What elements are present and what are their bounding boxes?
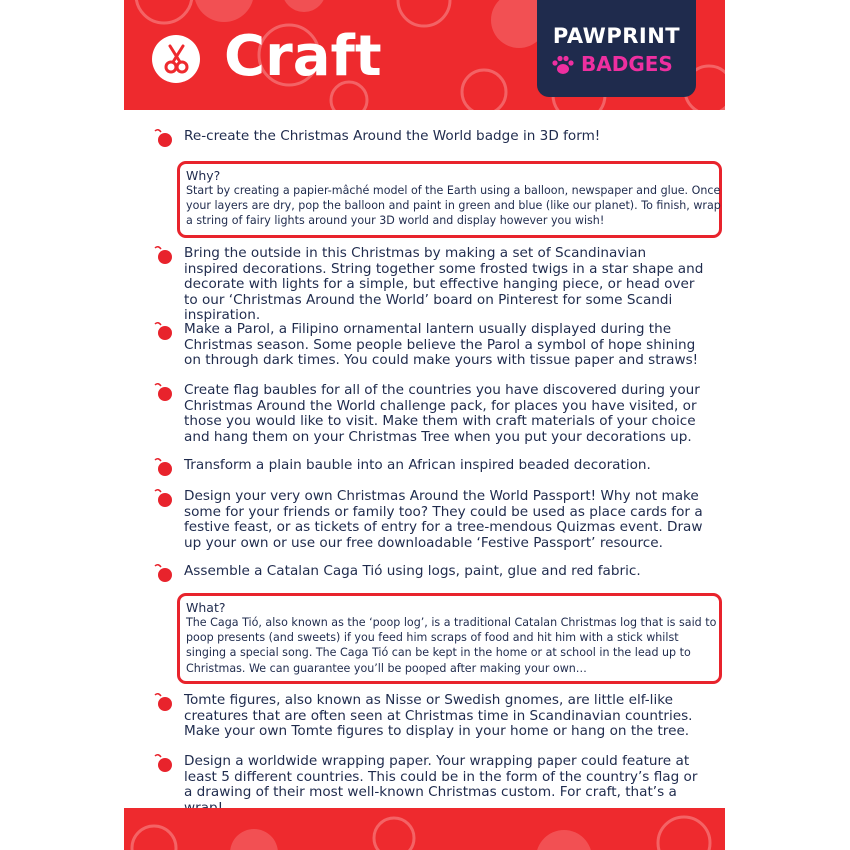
- bauble-icon: [152, 321, 174, 341]
- logo-badge: [152, 35, 200, 83]
- what-body: The Caga Tió, also known as the ‘poop log’, is a traditional Catalan Christmas log that is said to poop presents (and sweets) if you feed him scraps of food and hit him with a stick whilst singing a special song. The Caga Tió can be kept in the home or at school in the lead up to Christmas. We can guarantee you’ll be pooped after making your own…: [186, 616, 717, 675]
- why-title: Why?: [186, 168, 221, 183]
- footer-banner: [124, 808, 725, 850]
- bauble-icon: [152, 245, 174, 265]
- what-box: [177, 593, 722, 684]
- item-text: Transform a plain bauble into an African inspired beaded decoration.: [184, 457, 651, 473]
- bauble-pattern: [124, 808, 725, 850]
- item-text: Design your very own Christmas Around the World Passport! Why not make some for your friends or family too? They could be used as place cards for a festive feast, or as tickets of entry for a tree-mendous Quizmas event. Draw up your own or use our free downloadable ‘Festive Passport’ resource.: [184, 488, 703, 551]
- item-text: Bring the outside in this Christmas by making a set of Scandinavian inspired decorations. String together some frosted twigs in a star shape and decorate with lights for a simple, but effective hanging piece, or head over to our ‘Christmas Around the World’ board on Pinterest for some Scandi inspiration.: [184, 245, 704, 323]
- brand-bottom-text: BADGES: [581, 52, 673, 76]
- brand-top-text: PAWPRINT: [552, 24, 681, 48]
- craft-sheet: [124, 0, 725, 850]
- paw-icon: [551, 54, 575, 76]
- item-text: Make a Parol, a Filipino ornamental lantern usually displayed during the Christmas season. Some people believe the Parol a symbol of hope shining on through dark times. You could make yours with tissue paper and straws!: [184, 321, 699, 368]
- item-text: Tomte figures, also known as Nisse or Swedish gnomes, are little elf-like creatures that are often seen at Christmas time in Scandinavian countries. Make your own Tomte figures to display in your home or hang on the tree.: [184, 692, 693, 739]
- bauble-icon: [152, 128, 174, 148]
- bauble-icon: [152, 488, 174, 508]
- bauble-icon: [152, 563, 174, 583]
- bauble-icon: [152, 382, 174, 402]
- page-title: Craft: [224, 24, 382, 89]
- scissors-icon: [152, 35, 200, 83]
- item-text: Re-create the Christmas Around the World badge in 3D form!: [184, 128, 601, 144]
- why-box: [177, 161, 722, 238]
- item-text: Create flag baubles for all of the countries you have discovered during your Christmas Around the World challenge pack, for places you have visited, or those you would like to visit. Make them with craft materials of your choice and hang them on your Christmas Tree when you put your decorations up.: [184, 382, 700, 445]
- what-title: What?: [186, 600, 226, 615]
- bauble-icon: [152, 692, 174, 712]
- bauble-icon: [152, 753, 174, 773]
- header-banner: [124, 0, 725, 110]
- bauble-icon: [152, 457, 174, 477]
- why-body: Start by creating a papier-mâché model of the Earth using a balloon, newspaper and glue. Once your layers are dry, pop the balloon and paint in green and blue (like our planet). To finish, wrap a string of fairy lights around your 3D world and display however you wish!: [186, 184, 721, 228]
- brand-logo: [537, 0, 696, 97]
- item-text: Design a worldwide wrapping paper. Your wrapping paper could feature at least 5 different countries. This could be in the form of the country’s flag or a drawing of their most well-known Christmas custom. For craft, that’s a: [184, 753, 698, 800]
- item-text: Assemble a Catalan Caga Tió using logs, paint, glue and red fabric.: [184, 563, 641, 579]
